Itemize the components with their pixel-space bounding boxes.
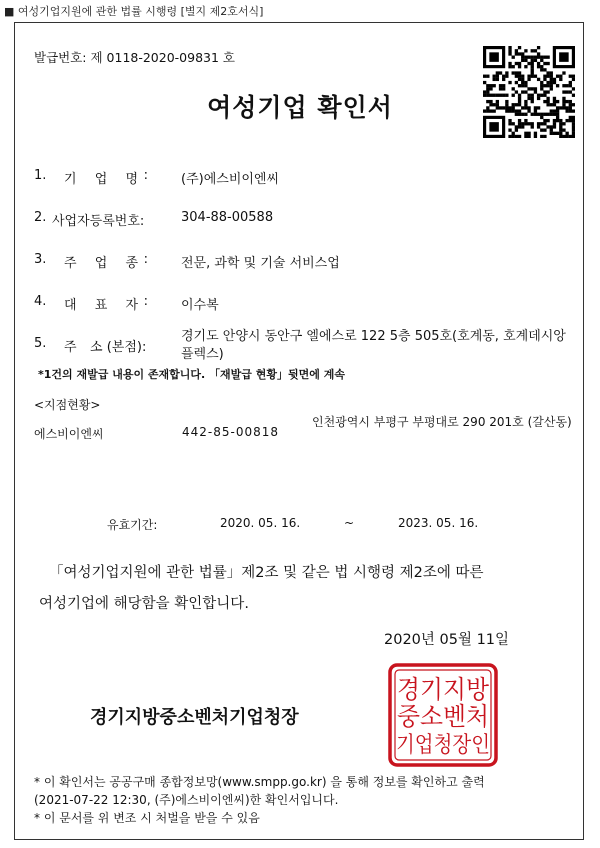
branch-biz-number: 442-85-00818 bbox=[182, 425, 280, 439]
footnote-line3: * 이 문서를 위 변조 시 처벌을 받을 수 있음 bbox=[34, 811, 260, 825]
issuer-name: 경기지방중소벤처기업청장 bbox=[90, 707, 299, 728]
reissue-note: *1건의 재발급 내용이 존재합니다. 「재발급 현황」뒷면에 계속 bbox=[38, 368, 345, 381]
seal-text-row2: 중소벤처 bbox=[397, 702, 489, 731]
form-reference: ■ 여성기업지원에 관한 법률 시행령 [별지 제2호서식] bbox=[4, 5, 264, 18]
statement-line2: 여성기업에 해당함을 확인합니다. bbox=[39, 596, 249, 612]
footnote-line2: (2021-07-22 12:30, (주)에스비이엔씨)한 확인서입니다. bbox=[34, 793, 339, 807]
validity-from: 2020. 05. 16. bbox=[220, 516, 301, 530]
validity-to: 2023. 05. 16. bbox=[398, 516, 479, 530]
branch-heading: <지점현황> bbox=[34, 398, 101, 412]
seal-text-row1: 경기지방 bbox=[397, 675, 490, 704]
document-title: 여성기업 확인서 bbox=[207, 93, 393, 122]
issue-date: 2020년 05월 11일 bbox=[384, 632, 510, 648]
official-seal-icon bbox=[387, 662, 499, 768]
validity-label: 유효기간: bbox=[107, 518, 158, 532]
qr-code-icon bbox=[483, 46, 575, 138]
statement-line1: 「여성기업지원에 관한 법률」제2조 및 같은 법 시행령 제2조에 따른 bbox=[49, 565, 484, 581]
branch-name: 에스비이엔씨 bbox=[34, 427, 104, 441]
branch-address: 인천광역시 부평구 부평대로 290 201호 (갈산동) bbox=[312, 415, 572, 429]
field-representative-value: 이수복 bbox=[181, 298, 219, 313]
footnote-line1: * 이 확인서는 공공구매 종합정보망(www.smpp.go.kr) 을 통해 정보를 확인하고 출력 bbox=[34, 775, 485, 789]
seal-text-row3: 기업청장인 bbox=[396, 733, 490, 758]
field-business-type-value: 전문, 과학 및 기술 서비스업 bbox=[181, 256, 340, 271]
issue-number: 발급번호: 제 0118-2020-09831 호 bbox=[34, 50, 235, 65]
field-address-value bbox=[181, 328, 566, 364]
field-address-line2: 플렉스) bbox=[181, 347, 224, 362]
field-biz-reg-value: 304-88-00588 bbox=[181, 210, 274, 225]
validity-separator: ~ bbox=[344, 516, 355, 530]
field-address-line1: 경기도 안양시 동안구 엘에스로 122 5층 505호(호계동, 호계데시앙 bbox=[181, 329, 566, 344]
field-company-name-value: (주)에스비이엔씨 bbox=[181, 172, 280, 187]
